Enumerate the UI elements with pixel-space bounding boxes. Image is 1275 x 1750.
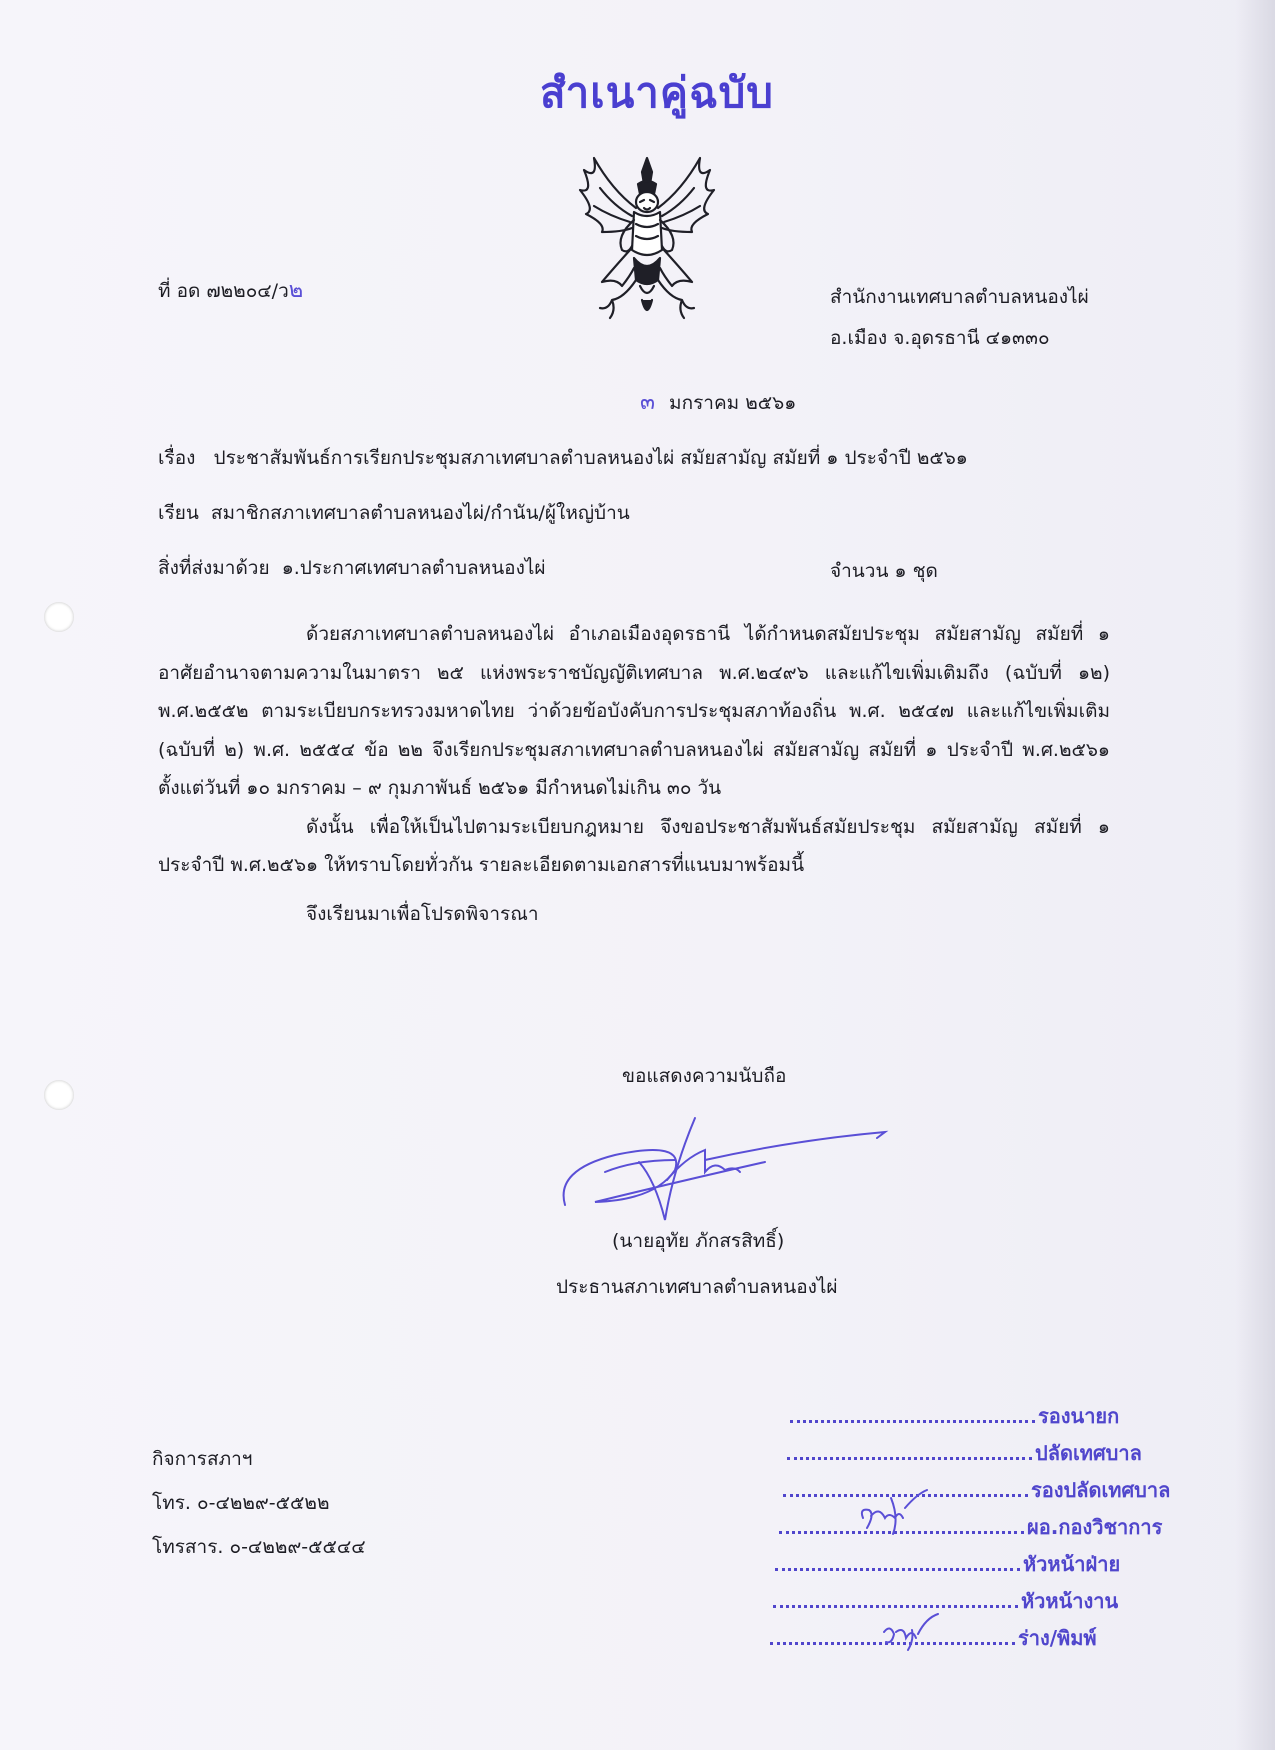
approval-row [783,1474,1203,1511]
footer-fax: โทรสาร. ๐-๔๒๒๙-๕๕๔๔ [152,1536,366,1558]
reference-handwritten-digit: ๒ [288,278,304,303]
paper-edge-shadow [1235,0,1275,1750]
approval-role: รองปลัดเทศบาล [1031,1478,1171,1502]
footer-phone: โทร. ๐-๔๒๒๙-๕๕๒๒ [152,1492,330,1514]
approval-row [790,1400,1210,1437]
approval-role: หัวหน้าฝ่าย [1023,1552,1121,1576]
date-handwritten-day: ๓ [640,390,656,415]
approval-role: ผอ.กองวิชาการ [1027,1515,1163,1539]
approval-initials-2 [878,1610,948,1660]
approval-row [773,1585,1193,1622]
approval-stamp [765,1400,1185,1659]
punch-hole-bottom [44,1080,74,1110]
copy-stamp-title: สำเนาคู่ฉบับ [540,68,774,117]
addressee-label: เรียน [158,502,199,524]
approval-row [779,1511,1199,1548]
addressee-text: สมาชิกสภาเทศบาลตำบลหนองไผ่/กำนัน/ผู้ใหญ่บ้าน [210,502,630,524]
letter-date [640,390,796,416]
enclosure-line [158,557,546,580]
subject-text: ประชาสัมพันธ์การเรียกประชุมสภาเทศบาลตำบลหนองไผ่ สมัยสามัญ สมัยที่ ๑ ประจำปี ๒๕๖๑ [213,447,968,469]
approval-role: รองนายก [1038,1404,1120,1428]
enclosure-label: สิ่งที่ส่งมาด้วย [158,557,270,579]
punch-hole-top [44,602,74,632]
approval-initials-1 [855,1488,935,1538]
handwritten-signature [555,1110,900,1240]
subject-label: เรื่อง [158,447,196,469]
approval-row [770,1622,1190,1659]
body-closing-request: จึงเรียนมาเพื่อโปรดพิจารณา [306,902,539,925]
signatory-name: (นายอุทัย ภักสรสิทธิ์) [612,1230,785,1252]
office-name: สำนักงานเทศบาลตำบลหนองไผ่ [830,286,1089,308]
approval-row [787,1437,1207,1474]
enclosure-quantity: จำนวน ๑ ชุด [830,560,938,582]
reference-number [158,278,303,304]
approval-row [775,1548,1195,1585]
reference-number-text: ที่ อด ๗๒๒๐๔/ว [158,280,289,302]
closing-salutation: ขอแสดงความนับถือ [622,1065,787,1087]
body-paragraph-1: ด้วยสภาเทศบาลตำบลหนองไผ่ อำเภอเมืองอุดรธานี ได้กำหนดสมัยประชุม สมัยสามัญ สมัยที่ ๑ อาศัยอำนาจตามความในมาตรา ๒๕ แห่งพระราชบัญญัติเทศบาล พ.ศ.๒๔๙๖ และแก้ไขเพิ่มเติมถึง (ฉบับที่ ๑๒) พ.ศ.๒๕๕๒ ตามระเบียบกระทรวงมหาดไทย ว่าด้วยข้อบังคับการประชุมสภาท้องถิ่น พ.ศ. ๒๕๔๗ และแก้ไขเพิ่มเติม (ฉบับที่ ๒) พ.ศ. ๒๕๕๔ ข้อ ๒๒ จึงเรียกประชุมสภาเทศบาลตำบลหนองไผ่ สมัยสามัญ สมัยที่ ๑ ประจำปี พ.ศ.๒๕๖๑ ตั้งแต่วันที่ ๑๐ มกราคม – ๙ กุมภาพันธ์ ๒๕๖๑ มีกำหนดไม่เกิน ๓๐ วัน [158,623,1110,799]
approval-role: หัวหน้างาน [1021,1589,1119,1613]
date-month-year: มกราคม ๒๕๖๑ [669,392,797,414]
signatory-position: ประธานสภาเทศบาลตำบลหนองไผ่ [556,1276,838,1298]
addressee-line [158,502,630,525]
enclosure-item: ๑.ประกาศเทศบาลตำบลหนองไผ่ [281,557,546,579]
footer-department: กิจการสภาฯ [152,1448,253,1470]
approval-role: ร่าง/พิมพ์ [1018,1626,1097,1650]
garuda-emblem-icon [572,150,722,330]
office-address: อ.เมือง จ.อุดรธานี ๔๑๓๓๐ [830,327,1050,349]
letter-body [158,615,1110,933]
approval-role: ปลัดเทศบาล [1035,1441,1142,1465]
body-paragraph-2: ดังนั้น เพื่อให้เป็นไปตามระเบียบกฎหมาย จึงขอประชาสัมพันธ์สมัยประชุม สมัยสามัญ สมัยที่ ๑ ประจำปี พ.ศ.๒๕๖๑ ให้ทราบโดยทั่วกัน รายละเอียดตามเอกสารที่แนบมาพร้อมนี้ [158,815,1110,876]
subject-line [158,447,968,470]
